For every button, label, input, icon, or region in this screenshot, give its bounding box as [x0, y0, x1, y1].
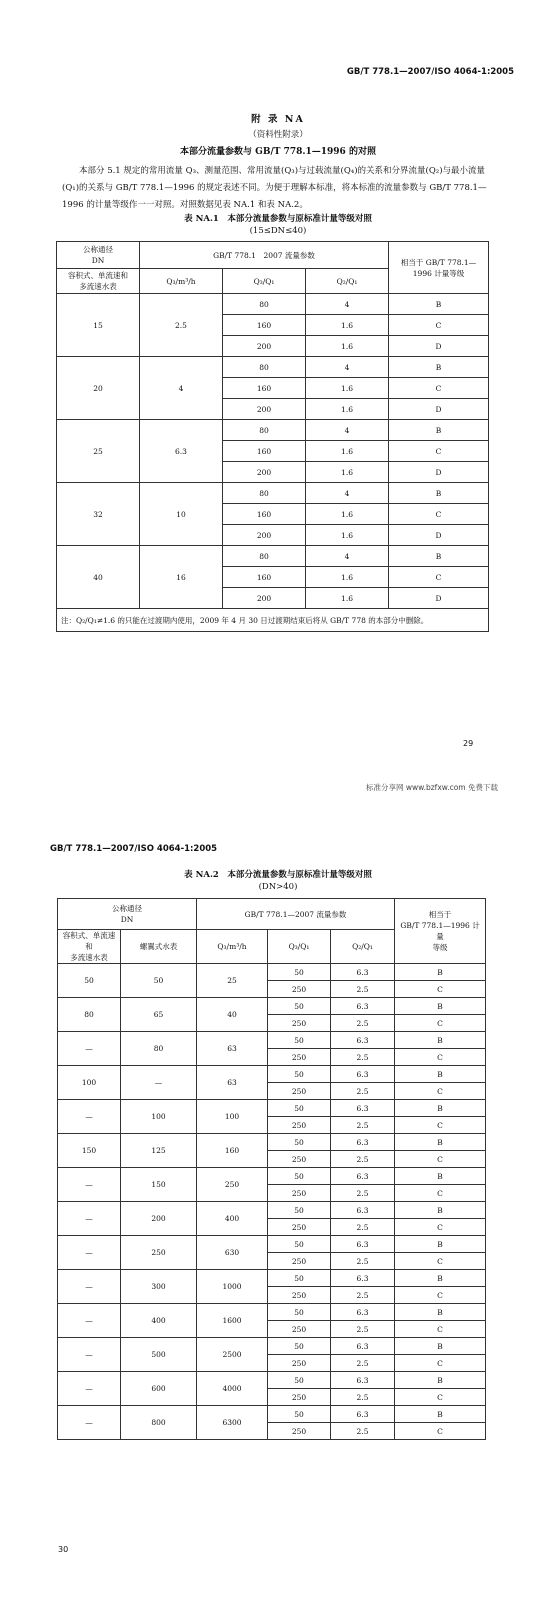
- cell-q2q1: 1.6: [306, 588, 389, 609]
- cell-q3q1: 250: [268, 981, 331, 998]
- table-na1-subtitle: (15≤DN≤40): [249, 226, 307, 236]
- cell-dn-volumetric: —: [58, 1236, 121, 1270]
- cell-accuracy-class: C: [389, 315, 489, 336]
- cell-q2q1: 2.5: [331, 1117, 395, 1134]
- cell-q3q1: 250: [268, 1083, 331, 1100]
- cell-accuracy-class: C: [395, 1253, 486, 1270]
- cell-q2q1: 2.5: [331, 981, 395, 998]
- header-cell-q2q1: Q₂/Q₁: [306, 269, 389, 294]
- cell-accuracy-class: D: [389, 462, 489, 483]
- cell-accuracy-class: C: [395, 1015, 486, 1032]
- cell-accuracy-class: C: [395, 1321, 486, 1338]
- cell-q3q1: 250: [268, 1151, 331, 1168]
- cell-accuracy-class: B: [395, 1338, 486, 1355]
- cell-accuracy-class: B: [389, 357, 489, 378]
- cell-q3q1: 50: [268, 1236, 331, 1253]
- header-cell-q3: Q₃/m³/h: [140, 269, 223, 294]
- cell-accuracy-class: B: [395, 1372, 486, 1389]
- page-header: GB/T 778.1—2007/ISO 4064-1:2005: [346, 67, 514, 77]
- cell-q2q1: 1.6: [306, 525, 389, 546]
- cell-q2q1: 6.3: [331, 964, 395, 981]
- header-cell-type: 容积式、单流速和 多流速水表: [57, 269, 140, 294]
- cell-dn-woltmann: 800: [121, 1406, 197, 1440]
- header-cell-dn: 公称通径 DN: [58, 899, 197, 930]
- header-cell-type-woltmann: 螺翼式水表: [121, 930, 197, 964]
- table-row: [57, 294, 489, 315]
- cell-q3: 6.3: [140, 420, 223, 483]
- table-row: [57, 483, 489, 504]
- cell-dn-volumetric: —: [58, 1270, 121, 1304]
- cell-dn: 32: [57, 483, 140, 546]
- cell-q2q1: 4: [306, 483, 389, 504]
- cell-dn-woltmann: 300: [121, 1270, 197, 1304]
- cell-dn-volumetric: 150: [58, 1134, 121, 1168]
- cell-dn-woltmann: 50: [121, 964, 197, 998]
- table-row: [58, 1372, 486, 1389]
- header-cell-params: GB/T 778.1 2007 流量参数: [140, 242, 389, 269]
- cell-accuracy-class: B: [389, 546, 489, 567]
- cell-accuracy-class: D: [389, 399, 489, 420]
- cell-q3q1: 80: [223, 483, 306, 504]
- cell-dn-woltmann: 400: [121, 1304, 197, 1338]
- cell-q2q1: 1.6: [306, 441, 389, 462]
- table-na2: [57, 898, 486, 1440]
- cell-q2q1: 6.3: [331, 1406, 395, 1423]
- cell-q3q1: 250: [268, 1049, 331, 1066]
- table-row: [57, 357, 489, 378]
- cell-q2q1: 2.5: [331, 1151, 395, 1168]
- cell-accuracy-class: B: [395, 998, 486, 1015]
- cell-q2q1: 2.5: [331, 1389, 395, 1406]
- header-cell-equiv: 相当于 GB/T 778.1—1996 计量 等级: [395, 899, 486, 964]
- cell-dn-woltmann: 150: [121, 1168, 197, 1202]
- cell-q3: 630: [197, 1236, 268, 1270]
- cell-q2q1: 6.3: [331, 1202, 395, 1219]
- cell-dn-woltmann: 80: [121, 1032, 197, 1066]
- cell-q2q1: 6.3: [331, 1338, 395, 1355]
- cell-q2q1: 6.3: [331, 1372, 395, 1389]
- cell-q2q1: 1.6: [306, 504, 389, 525]
- cell-accuracy-class: B: [395, 1202, 486, 1219]
- appendix-paragraph: 本部分 5.1 规定的常用流量 Q₃、测量范围、常用流量(Q₃)与过载流量(Q₄)的关系和分界流量(Q₂)与最小流量(Q₁)的关系与 GB/T 778.1—1996 的规定表述不同。为便于理解本标准，将本标准的流量参数与 GB/T 778.1—1996 的计量等级作一一对照。对照数据见表 NA.1 和表 NA.2。: [62, 166, 487, 210]
- cell-q3q1: 250: [268, 1389, 331, 1406]
- cell-q2q1: 2.5: [331, 1321, 395, 1338]
- cell-q2q1: 6.3: [331, 1270, 395, 1287]
- table-row: [58, 1406, 486, 1423]
- cell-q2q1: 6.3: [331, 998, 395, 1015]
- cell-q2q1: 6.3: [331, 1236, 395, 1253]
- cell-dn-volumetric: 50: [58, 964, 121, 998]
- cell-dn: 40: [57, 546, 140, 609]
- cell-q3q1: 50: [268, 1406, 331, 1423]
- cell-q3q1: 200: [223, 462, 306, 483]
- cell-q3q1: 200: [223, 336, 306, 357]
- cell-q3q1: 250: [268, 1321, 331, 1338]
- cell-q3q1: 80: [223, 357, 306, 378]
- cell-accuracy-class: C: [395, 1219, 486, 1236]
- cell-q2q1: 2.5: [331, 1185, 395, 1202]
- table-row: [58, 1202, 486, 1219]
- cell-accuracy-class: D: [389, 588, 489, 609]
- cell-accuracy-class: B: [389, 420, 489, 441]
- cell-q3q1: 50: [268, 1032, 331, 1049]
- cell-q3q1: 80: [223, 294, 306, 315]
- cell-q2q1: 2.5: [331, 1219, 395, 1236]
- cell-accuracy-class: B: [395, 1304, 486, 1321]
- header-row: [57, 242, 489, 269]
- header-cell-q3q1: Q₃/Q₁: [268, 930, 331, 964]
- appendix-heading: 本部分流量参数与 GB/T 778.1—1996 的对照: [180, 147, 376, 157]
- table-row: [58, 1100, 486, 1117]
- cell-accuracy-class: B: [395, 1168, 486, 1185]
- cell-dn-volumetric: —: [58, 1406, 121, 1440]
- table-row: [57, 420, 489, 441]
- cell-accuracy-class: C: [395, 1355, 486, 1372]
- cell-accuracy-class: C: [395, 1423, 486, 1440]
- cell-q3q1: 80: [223, 546, 306, 567]
- cell-q2q1: 2.5: [331, 1083, 395, 1100]
- cell-dn-volumetric: —: [58, 1338, 121, 1372]
- header-cell-params: GB/T 778.1—2007 流量参数: [197, 899, 395, 930]
- table-na2-subtitle: (DN>40): [258, 882, 298, 892]
- cell-q3q1: 50: [268, 964, 331, 981]
- cell-dn-volumetric: 80: [58, 998, 121, 1032]
- header-cell-q3: Q₃/m³/h: [197, 930, 268, 964]
- cell-q3: 160: [197, 1134, 268, 1168]
- cell-q3q1: 50: [268, 1168, 331, 1185]
- cell-q3q1: 200: [223, 399, 306, 420]
- cell-q2q1: 2.5: [331, 1253, 395, 1270]
- cell-accuracy-class: B: [395, 1032, 486, 1049]
- cell-dn-volumetric: —: [58, 1372, 121, 1406]
- cell-dn-woltmann: 250: [121, 1236, 197, 1270]
- cell-dn: 15: [57, 294, 140, 357]
- cell-q2q1: 6.3: [331, 1066, 395, 1083]
- appendix-note: （资料性附录）: [248, 130, 308, 140]
- cell-accuracy-class: C: [389, 504, 489, 525]
- cell-q3q1: 50: [268, 1270, 331, 1287]
- cell-q2q1: 1.6: [306, 567, 389, 588]
- cell-q2q1: 2.5: [331, 1287, 395, 1304]
- header-cell-equiv: 相当于 GB/T 778.1— 1996 计量等级: [389, 242, 489, 294]
- cell-accuracy-class: B: [389, 483, 489, 504]
- cell-q3: 1000: [197, 1270, 268, 1304]
- cell-q3q1: 50: [268, 1202, 331, 1219]
- cell-q3q1: 250: [268, 1015, 331, 1032]
- cell-q2q1: 6.3: [331, 1304, 395, 1321]
- cell-accuracy-class: B: [395, 1236, 486, 1253]
- cell-q3q1: 250: [268, 1287, 331, 1304]
- cell-accuracy-class: B: [395, 964, 486, 981]
- header-cell-dn: 公称通径 DN: [57, 242, 140, 269]
- cell-accuracy-class: C: [395, 1185, 486, 1202]
- cell-accuracy-class: C: [395, 1151, 486, 1168]
- cell-q3: 100: [197, 1100, 268, 1134]
- cell-q3q1: 50: [268, 1372, 331, 1389]
- cell-q2q1: 2.5: [331, 1423, 395, 1440]
- cell-q3: 16: [140, 546, 223, 609]
- cell-dn: 25: [57, 420, 140, 483]
- cell-q3q1: 160: [223, 441, 306, 462]
- cell-q3q1: 250: [268, 1117, 331, 1134]
- header-cell-type-volumetric: 容积式、单流速和 多流速水表: [58, 930, 121, 964]
- cell-q2q1: 1.6: [306, 315, 389, 336]
- table-row: [58, 1134, 486, 1151]
- cell-q3q1: 50: [268, 998, 331, 1015]
- cell-q2q1: 2.5: [331, 1015, 395, 1032]
- cell-dn-volumetric: —: [58, 1304, 121, 1338]
- cell-q3q1: 160: [223, 567, 306, 588]
- cell-q3q1: 50: [268, 1134, 331, 1151]
- table-row: [58, 998, 486, 1015]
- cell-q3: 25: [197, 964, 268, 998]
- cell-dn-woltmann: —: [121, 1066, 197, 1100]
- page-number: 29: [463, 739, 474, 748]
- cell-accuracy-class: B: [395, 1134, 486, 1151]
- cell-q2q1: 4: [306, 357, 389, 378]
- cell-q3q1: 160: [223, 504, 306, 525]
- table-row: [58, 1032, 486, 1049]
- cell-q3: 6300: [197, 1406, 268, 1440]
- watermark: 标准分享网 www.bzfxw.com 免费下载: [366, 783, 498, 792]
- cell-q3: 63: [197, 1066, 268, 1100]
- cell-dn-woltmann: 65: [121, 998, 197, 1032]
- cell-q3: 10: [140, 483, 223, 546]
- cell-q3q1: 250: [268, 1219, 331, 1236]
- cell-q2q1: 4: [306, 546, 389, 567]
- cell-q3q1: 250: [268, 1423, 331, 1440]
- cell-q3q1: 200: [223, 525, 306, 546]
- cell-q2q1: 1.6: [306, 378, 389, 399]
- cell-q3q1: 250: [268, 1355, 331, 1372]
- table-row: [58, 1270, 486, 1287]
- cell-q3q1: 50: [268, 1338, 331, 1355]
- cell-accuracy-class: C: [395, 1049, 486, 1066]
- cell-accuracy-class: C: [395, 1083, 486, 1100]
- cell-accuracy-class: C: [395, 1389, 486, 1406]
- cell-q3q1: 250: [268, 1185, 331, 1202]
- cell-dn: 20: [57, 357, 140, 420]
- cell-q3: 4: [140, 357, 223, 420]
- table-row: [58, 1236, 486, 1253]
- cell-q2q1: 6.3: [331, 1100, 395, 1117]
- table-row: [58, 1066, 486, 1083]
- cell-accuracy-class: C: [395, 1117, 486, 1134]
- cell-accuracy-class: B: [395, 1406, 486, 1423]
- cell-dn-woltmann: 200: [121, 1202, 197, 1236]
- header-cell-q3q1: Q₃/Q₁: [223, 269, 306, 294]
- cell-q2q1: 4: [306, 294, 389, 315]
- page-header: GB/T 778.1—2007/ISO 4064-1:2005: [50, 844, 218, 854]
- cell-q3: 63: [197, 1032, 268, 1066]
- cell-q2q1: 2.5: [331, 1355, 395, 1372]
- table-na1-title: 表 NA.1 本部分流量参数与原标准计量等级对照: [184, 214, 372, 224]
- table-note: 注：Q₂/Q₁≠1.6 的只能在过渡期内使用，2009 年 4 月 30 日过渡期结束后将从 GB/T 778 的本部分中删除。: [57, 609, 489, 632]
- cell-q3: 40: [197, 998, 268, 1032]
- table-row: [58, 964, 486, 981]
- cell-q2q1: 6.3: [331, 1168, 395, 1185]
- cell-dn-woltmann: 500: [121, 1338, 197, 1372]
- cell-q3q1: 160: [223, 378, 306, 399]
- cell-q2q1: 6.3: [331, 1134, 395, 1151]
- cell-q3: 4000: [197, 1372, 268, 1406]
- cell-q2q1: 4: [306, 420, 389, 441]
- page-number: 30: [58, 1545, 69, 1554]
- cell-dn-woltmann: 100: [121, 1100, 197, 1134]
- cell-q3q1: 160: [223, 315, 306, 336]
- appendix-title: 附 录 NA: [251, 114, 305, 125]
- cell-accuracy-class: C: [389, 378, 489, 399]
- cell-accuracy-class: B: [395, 1066, 486, 1083]
- table-row: [58, 1168, 486, 1185]
- cell-q2q1: 6.3: [331, 1032, 395, 1049]
- cell-dn-woltmann: 600: [121, 1372, 197, 1406]
- cell-accuracy-class: C: [395, 981, 486, 998]
- cell-q3q1: 200: [223, 588, 306, 609]
- cell-dn-volumetric: —: [58, 1100, 121, 1134]
- cell-accuracy-class: D: [389, 525, 489, 546]
- cell-q3q1: 50: [268, 1066, 331, 1083]
- cell-q3q1: 250: [268, 1253, 331, 1270]
- cell-dn-woltmann: 125: [121, 1134, 197, 1168]
- header-cell-q2q1: Q₂/Q₁: [331, 930, 395, 964]
- cell-q3q1: 50: [268, 1304, 331, 1321]
- cell-accuracy-class: C: [389, 441, 489, 462]
- cell-accuracy-class: C: [395, 1287, 486, 1304]
- cell-q2q1: 1.6: [306, 462, 389, 483]
- cell-q3q1: 80: [223, 420, 306, 441]
- note-row: [57, 609, 489, 632]
- cell-q2q1: 2.5: [331, 1049, 395, 1066]
- cell-dn-volumetric: 100: [58, 1066, 121, 1100]
- header-row: [58, 899, 486, 930]
- cell-q3: 250: [197, 1168, 268, 1202]
- cell-q3q1: 50: [268, 1100, 331, 1117]
- cell-accuracy-class: C: [389, 567, 489, 588]
- table-row: [58, 1338, 486, 1355]
- cell-accuracy-class: B: [389, 294, 489, 315]
- cell-dn-volumetric: —: [58, 1202, 121, 1236]
- cell-dn-volumetric: —: [58, 1032, 121, 1066]
- cell-q3: 400: [197, 1202, 268, 1236]
- cell-accuracy-class: B: [395, 1270, 486, 1287]
- cell-q3: 2500: [197, 1338, 268, 1372]
- table-row: [57, 546, 489, 567]
- cell-q2q1: 1.6: [306, 336, 389, 357]
- table-row: [58, 1304, 486, 1321]
- table-na1: [56, 241, 489, 632]
- table-na2-title: 表 NA.2 本部分流量参数与原标准计量等级对照: [184, 870, 372, 880]
- cell-q3: 2.5: [140, 294, 223, 357]
- cell-q3: 1600: [197, 1304, 268, 1338]
- cell-accuracy-class: B: [395, 1100, 486, 1117]
- cell-dn-volumetric: —: [58, 1168, 121, 1202]
- cell-q2q1: 1.6: [306, 399, 389, 420]
- cell-accuracy-class: D: [389, 336, 489, 357]
